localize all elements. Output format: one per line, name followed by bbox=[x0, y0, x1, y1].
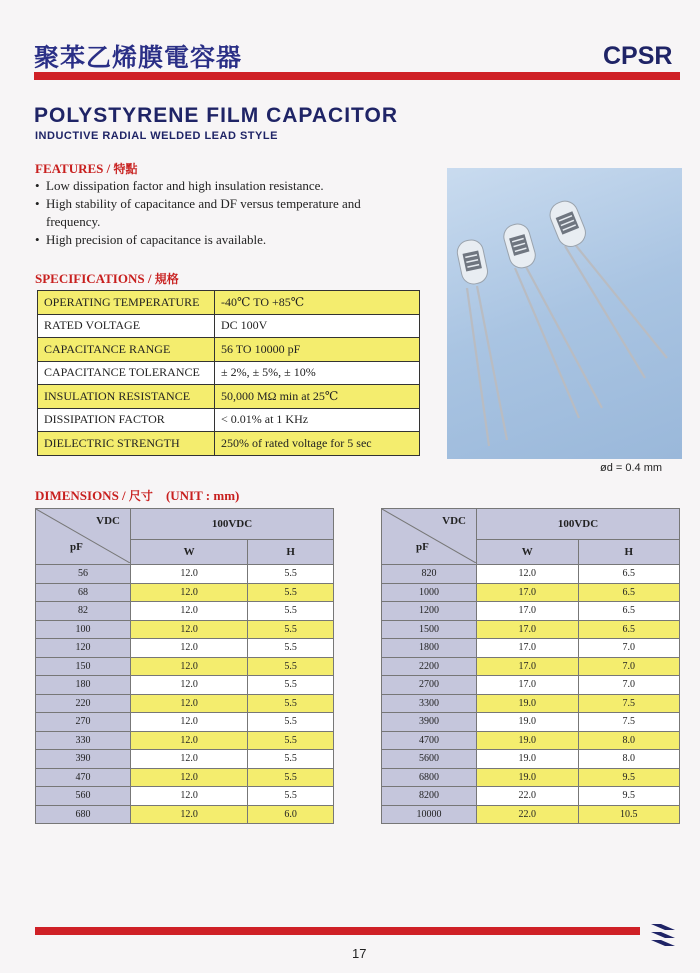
table-row bbox=[382, 639, 680, 658]
width-cell: 19.0 bbox=[477, 713, 579, 732]
width-cell: 17.0 bbox=[477, 583, 579, 602]
capacitance-cell: 4700 bbox=[382, 731, 477, 750]
table-row bbox=[382, 787, 680, 806]
capacitance-cell: 680 bbox=[36, 805, 131, 824]
capacitance-cell: 1200 bbox=[382, 602, 477, 621]
specifications-heading-cn: 規格 bbox=[154, 272, 179, 286]
capacitance-cell: 1000 bbox=[382, 583, 477, 602]
dimensions-heading-cn: 尺寸 bbox=[128, 489, 153, 503]
spec-row bbox=[38, 291, 420, 315]
width-cell: 12.0 bbox=[131, 694, 248, 713]
feature-item: • High stability of capacitance and DF versus temperature and frequency. bbox=[35, 196, 361, 229]
capacitance-cell: 560 bbox=[36, 787, 131, 806]
width-cell: 19.0 bbox=[477, 694, 579, 713]
dimensions-table-right bbox=[381, 508, 680, 824]
dimensions-right-body bbox=[382, 565, 680, 824]
width-cell: 12.0 bbox=[131, 750, 248, 769]
capacitance-cell: 3900 bbox=[382, 713, 477, 732]
height-cell: 6.5 bbox=[578, 620, 680, 639]
capacitance-cell: 270 bbox=[36, 713, 131, 732]
w-header: W bbox=[131, 540, 248, 565]
spec-label: DIELECTRIC STRENGTH bbox=[38, 432, 215, 456]
features-list bbox=[35, 177, 415, 249]
h-header: H bbox=[578, 540, 680, 565]
capacitance-cell: 8200 bbox=[382, 787, 477, 806]
spec-label: CAPACITANCE RANGE bbox=[38, 338, 215, 362]
spec-value: ± 2%, ± 5%, ± 10% bbox=[215, 361, 420, 385]
height-cell: 10.5 bbox=[578, 805, 680, 824]
specifications-table bbox=[37, 290, 420, 456]
features-heading-text: FEATURES bbox=[35, 161, 104, 176]
height-cell: 9.5 bbox=[578, 787, 680, 806]
height-cell: 5.5 bbox=[248, 676, 334, 695]
height-cell: 5.5 bbox=[248, 565, 334, 584]
capacitance-cell: 820 bbox=[382, 565, 477, 584]
capacitance-cell: 150 bbox=[36, 657, 131, 676]
footer-divider bbox=[35, 927, 640, 935]
width-cell: 12.0 bbox=[131, 713, 248, 732]
bullet-icon: • bbox=[35, 178, 40, 193]
spec-row bbox=[38, 385, 420, 409]
spec-value: DC 100V bbox=[215, 314, 420, 338]
table-row bbox=[382, 805, 680, 824]
table-row bbox=[36, 787, 334, 806]
spec-value: -40℃ TO +85℃ bbox=[215, 291, 420, 315]
table-row bbox=[382, 657, 680, 676]
capacitance-cell: 1800 bbox=[382, 639, 477, 658]
capacitance-cell: 6800 bbox=[382, 768, 477, 787]
series-code: CPSR bbox=[603, 42, 673, 70]
capacitance-cell: 390 bbox=[36, 750, 131, 769]
specifications-heading: SPECIFICATIONS / 規格 bbox=[35, 271, 179, 286]
bullet-icon: • bbox=[35, 232, 40, 247]
height-cell: 6.5 bbox=[578, 565, 680, 584]
dimensions-heading: DIMENSIONS / 尺寸 (UNIT : mm) bbox=[35, 488, 240, 503]
height-cell: 8.0 bbox=[578, 731, 680, 750]
table-row bbox=[382, 565, 680, 584]
vdc-label: VDC bbox=[442, 515, 466, 527]
spec-label: CAPACITANCE TOLERANCE bbox=[38, 361, 215, 385]
width-cell: 22.0 bbox=[477, 805, 579, 824]
table-row bbox=[36, 676, 334, 695]
feature-item: • High precision of capacitance is available. bbox=[35, 232, 267, 247]
page-title: POLYSTYRENE FILM CAPACITOR bbox=[34, 104, 398, 127]
table-row bbox=[36, 694, 334, 713]
height-cell: 7.5 bbox=[578, 713, 680, 732]
height-cell: 5.5 bbox=[248, 731, 334, 750]
company-logo-icon bbox=[647, 920, 683, 955]
width-cell: 12.0 bbox=[131, 768, 248, 787]
h-header: H bbox=[248, 540, 334, 565]
table-row bbox=[382, 713, 680, 732]
voltage-header: 100VDC bbox=[477, 509, 680, 540]
height-cell: 7.0 bbox=[578, 639, 680, 658]
height-cell: 5.5 bbox=[248, 602, 334, 621]
specifications-heading-text: SPECIFICATIONS bbox=[35, 271, 145, 286]
dimensions-unit: (UNIT : mm) bbox=[165, 488, 240, 503]
pf-label: pF bbox=[416, 541, 429, 553]
spec-row bbox=[38, 408, 420, 432]
width-cell: 17.0 bbox=[477, 639, 579, 658]
page-subtitle: INDUCTIVE RADIAL WELDED LEAD STYLE bbox=[35, 130, 278, 142]
capacitance-cell: 180 bbox=[36, 676, 131, 695]
w-header: W bbox=[477, 540, 579, 565]
table-row bbox=[382, 620, 680, 639]
spec-value: < 0.01% at 1 KHz bbox=[215, 408, 420, 432]
table-row bbox=[36, 713, 334, 732]
height-cell: 5.5 bbox=[248, 639, 334, 658]
height-cell: 5.5 bbox=[248, 787, 334, 806]
width-cell: 12.0 bbox=[131, 731, 248, 750]
spec-label: DISSIPATION FACTOR bbox=[38, 408, 215, 432]
height-cell: 6.5 bbox=[578, 602, 680, 621]
width-cell: 12.0 bbox=[131, 602, 248, 621]
table-row bbox=[382, 602, 680, 621]
pf-label: pF bbox=[70, 541, 83, 553]
capacitance-cell: 1500 bbox=[382, 620, 477, 639]
capacitor-illustration bbox=[447, 168, 682, 459]
width-cell: 12.0 bbox=[131, 583, 248, 602]
table-row bbox=[36, 602, 334, 621]
capacitance-cell: 5600 bbox=[382, 750, 477, 769]
table-row bbox=[382, 694, 680, 713]
height-cell: 5.5 bbox=[248, 768, 334, 787]
spec-label: OPERATING TEMPERATURE bbox=[38, 291, 215, 315]
page-number: 17 bbox=[352, 946, 367, 961]
capacitance-cell: 56 bbox=[36, 565, 131, 584]
width-cell: 19.0 bbox=[477, 768, 579, 787]
width-cell: 17.0 bbox=[477, 620, 579, 639]
spec-value: 56 TO 10000 pF bbox=[215, 338, 420, 362]
bullet-icon: • bbox=[35, 196, 40, 211]
width-cell: 19.0 bbox=[477, 731, 579, 750]
capacitance-cell: 2200 bbox=[382, 657, 477, 676]
width-cell: 17.0 bbox=[477, 602, 579, 621]
width-cell: 12.0 bbox=[131, 639, 248, 658]
table-row bbox=[36, 620, 334, 639]
width-cell: 17.0 bbox=[477, 657, 579, 676]
height-cell: 5.5 bbox=[248, 694, 334, 713]
vdc-label: VDC bbox=[96, 515, 120, 527]
height-cell: 5.5 bbox=[248, 583, 334, 602]
table-row bbox=[382, 768, 680, 787]
header-divider bbox=[34, 72, 680, 80]
width-cell: 12.0 bbox=[477, 565, 579, 584]
table-row bbox=[382, 750, 680, 769]
height-cell: 6.5 bbox=[578, 583, 680, 602]
features-heading-cn: 特點 bbox=[113, 162, 138, 176]
capacitance-cell: 68 bbox=[36, 583, 131, 602]
width-cell: 17.0 bbox=[477, 676, 579, 695]
features-heading: FEATURES / 特點 bbox=[35, 161, 138, 176]
width-cell: 12.0 bbox=[131, 657, 248, 676]
table-row bbox=[36, 805, 334, 824]
table-row bbox=[382, 676, 680, 695]
width-cell: 12.0 bbox=[131, 787, 248, 806]
spec-label: INSULATION RESISTANCE bbox=[38, 385, 215, 409]
capacitance-cell: 100 bbox=[36, 620, 131, 639]
capacitance-cell: 220 bbox=[36, 694, 131, 713]
spec-row bbox=[38, 361, 420, 385]
width-cell: 19.0 bbox=[477, 750, 579, 769]
width-cell: 12.0 bbox=[131, 620, 248, 639]
header-corner bbox=[36, 509, 131, 565]
capacitance-cell: 120 bbox=[36, 639, 131, 658]
height-cell: 7.0 bbox=[578, 676, 680, 695]
feature-item: • Low dissipation factor and high insulation resistance. bbox=[35, 178, 324, 193]
height-cell: 9.5 bbox=[578, 768, 680, 787]
height-cell: 5.5 bbox=[248, 713, 334, 732]
dimensions-left-body bbox=[36, 565, 334, 824]
table-row bbox=[36, 750, 334, 769]
table-row bbox=[36, 657, 334, 676]
capacitance-cell: 2700 bbox=[382, 676, 477, 695]
width-cell: 12.0 bbox=[131, 805, 248, 824]
spec-row bbox=[38, 432, 420, 456]
capacitance-cell: 330 bbox=[36, 731, 131, 750]
spec-row bbox=[38, 338, 420, 362]
chinese-title: 聚苯乙烯膜電容器 bbox=[34, 43, 243, 72]
table-row bbox=[36, 583, 334, 602]
table-row bbox=[36, 768, 334, 787]
capacitance-cell: 470 bbox=[36, 768, 131, 787]
height-cell: 5.5 bbox=[248, 750, 334, 769]
spec-value: 50,000 MΩ min at 25℃ bbox=[215, 385, 420, 409]
table-row bbox=[382, 731, 680, 750]
height-cell: 5.5 bbox=[248, 620, 334, 639]
voltage-header: 100VDC bbox=[131, 509, 334, 540]
height-cell: 7.5 bbox=[578, 694, 680, 713]
capacitance-cell: 82 bbox=[36, 602, 131, 621]
width-cell: 12.0 bbox=[131, 676, 248, 695]
height-cell: 8.0 bbox=[578, 750, 680, 769]
spec-value: 250% of rated voltage for 5 sec bbox=[215, 432, 420, 456]
height-cell: 7.0 bbox=[578, 657, 680, 676]
capacitance-cell: 3300 bbox=[382, 694, 477, 713]
table-row bbox=[36, 731, 334, 750]
table-row bbox=[382, 583, 680, 602]
table-row bbox=[36, 565, 334, 584]
spec-row bbox=[38, 314, 420, 338]
height-cell: 6.0 bbox=[248, 805, 334, 824]
capacitor-photo bbox=[447, 168, 682, 459]
header-corner bbox=[382, 509, 477, 565]
dimensions-heading-text: DIMENSIONS bbox=[35, 488, 119, 503]
dimensions-table-left bbox=[35, 508, 334, 824]
table-row bbox=[36, 639, 334, 658]
width-cell: 22.0 bbox=[477, 787, 579, 806]
width-cell: 12.0 bbox=[131, 565, 248, 584]
spec-label: RATED VOLTAGE bbox=[38, 314, 215, 338]
height-cell: 5.5 bbox=[248, 657, 334, 676]
lead-diameter-caption: ød = 0.4 mm bbox=[600, 462, 663, 474]
capacitance-cell: 10000 bbox=[382, 805, 477, 824]
